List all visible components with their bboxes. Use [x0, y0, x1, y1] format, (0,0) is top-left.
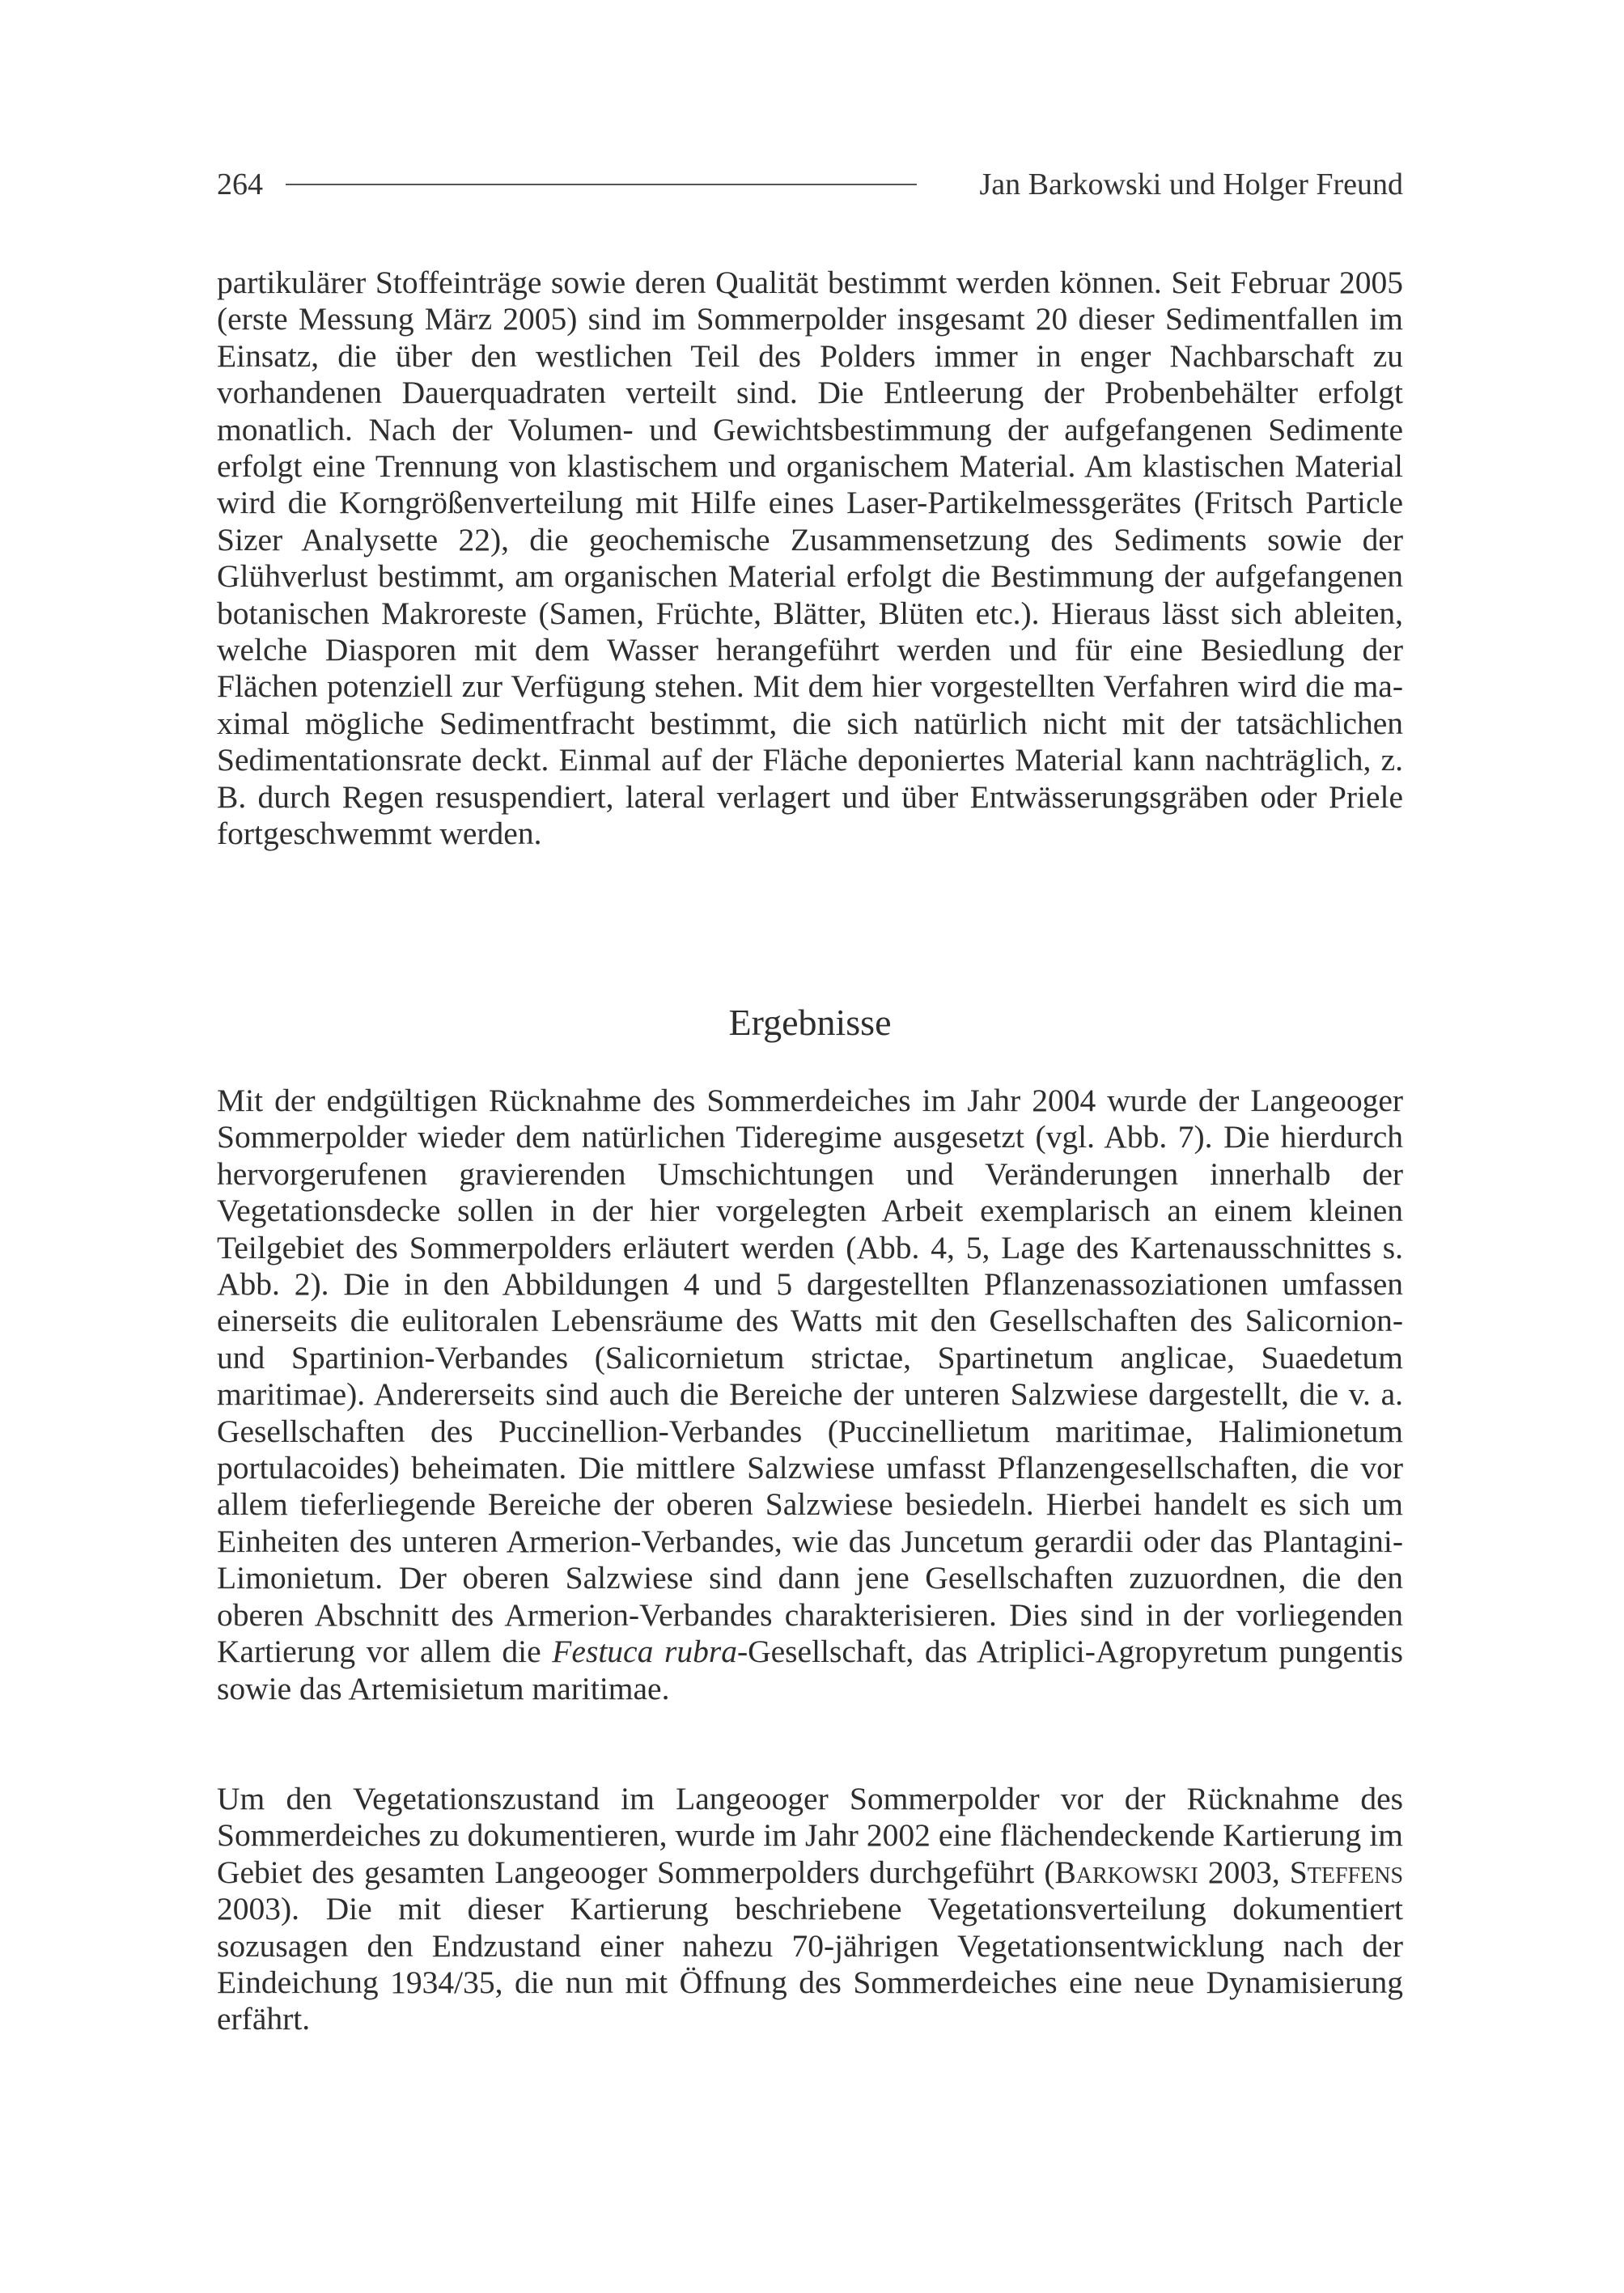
citation-author: Steffens: [1289, 1854, 1404, 1890]
paragraph-results: [217, 1083, 1403, 1707]
section-heading: Ergebnisse: [728, 1002, 892, 1043]
paragraph-text: [217, 1781, 1403, 2038]
page-number: 264: [217, 167, 263, 201]
paragraph-text: [217, 1083, 1403, 1707]
paragraph-text-part: 2003). Die mit dieser Kartierung beschriebene Vegetationsverteilung dokumentiert sozusagen den Endzustand einer nahezu 70-jährigen Vegetationsentwicklung nach der Eindeichung 1934/35, die nun mit Öffnung des Sommerdeiches eine neue Dynamisierung erfährt.: [217, 1891, 1403, 2037]
citation-author: Barkowski: [1054, 1854, 1198, 1890]
paragraph-text-part: Um den Vegetationszustand im Langeooger Sommerpolder vor der Rücknahme des Sommerdeiches zu dokumentieren, wurde im Jahr 2002 eine flächendeckende Kartierung im Gebiet des gesamten Langeooger Sommerpolders durchgeführt (: [217, 1781, 1403, 1890]
paragraph-text-part: 2003,: [1198, 1854, 1290, 1890]
paragraph-text: partikulärer Stoffeinträge sowie deren Qualität bestimmt werden können. Seit Februar 2005 (erste Messung März 2005) sind im Sommerpolder insgesamt 20 dieser Sedimentfallen im Einsatz, die über den westlichen Teil des Polders immer in enger Nachbarschaft zu vorhandenen Dauerquadraten verteilt sind. Die Entleerung der Probenbehälter erfolgt monatlich. Nach der Volumen- und Gewichtsbestimmung der aufgefangenen Sedimente erfolgt eine Trennung von klastischem und organischem Material. Am klastischen Material wird die Korngrößenverteilung mit Hilfe eines Laser-Partikelmessgerätes (Fritsch Particle Sizer Analysette 22), die geochemische Zusammensetzung des Sediments sowie der Glühverlust bestimmt, am organischen Material erfolgt die Bestimmung der aufgefangenen botanischen Makroreste (Samen, Früchte, Blätter, Blüten etc.). Hieraus lässt sich ableiten, welche Diasporen mit dem Wasser herangeführt werden und für eine Besiedlung der Flächen potenziell zur Verfügung stehen. Mit dem hier vorgestellten Verfahren wird die maximal mögliche Sedimentfracht bestimmt, die sich natürlich nicht mit der tatsächlichen Sedimentationsrate deckt. Einmal auf der Fläche deponiertes Material kann nachträglich, z. B. durch Regen resuspendiert, lateral verlagert und über Entwässerungsgräben oder Priele fortgeschwemmt werden.: [217, 265, 1403, 852]
page-header: [217, 160, 1403, 209]
species-name: Festuca rubra: [552, 1634, 737, 1670]
paragraph-mapping: [217, 1781, 1403, 2038]
header-rule: [286, 184, 917, 185]
running-head: Jan Barkowski und Holger Freund: [979, 167, 1403, 201]
paragraph-text-part: -Gesellschaft, das Atriplici-Agropyretum pungentis sowie das Artemisietum maritimae.: [217, 1634, 1403, 1706]
paragraph-continued: [217, 265, 1403, 853]
paragraph-text-part: Mit der endgültigen Rücknahme des Sommerdeiches im Jahr 2004 wurde der Langeooger Sommerpolder wieder dem natürlichen Tideregime ausgesetzt (vgl. Abb. 7). Die hierdurch hervorgerufenen gravierenden Umschichtungen und Veränderungen innerhalb der Vegetationsdecke sollen in der hier vorgelegten Arbeit exemplarisch an einem kleinen Teilgebiet des Sommerpolders erläutert werden (Abb. 4, 5, Lage des Kartenausschnittes s. Abb. 2). Die in den Abbildungen 4 und 5 dargestellten Pflanzenassoziationen umfassen einerseits die eulitoralen Lebensräume des Watts mit den Gesellschaften des Salicornion- und Spartinion-Verbandes (Salicornietum strictae, Spartinetum anglicae, Suaedetum maritimae). Andererseits sind auch die Bereiche der unteren Salzwiese dargestellt, die v. a. Gesellschaften des Puccinellion-Verbandes (Puccinellietum maritimae, Halimionetum portulacoides) beheimaten. Die mittlere Salzwiese umfasst Pflanzengesellschaften, die vor allem tieferliegende Bereiche der oberen Salzwiese besiedeln. Hierbei handelt es sich um Einheiten des unteren Armerion-Verbandes, wie das Juncetum gerardii oder das Plantagini-Limonietum. Der oberen Salzwiese sind dann jene Gesellschaften zuzuordnen, die den oberen Abschnitt des Armerion-Verbandes charakterisieren. Dies sind in der vorliegenden Kartierung vor allem die: [217, 1083, 1403, 1670]
